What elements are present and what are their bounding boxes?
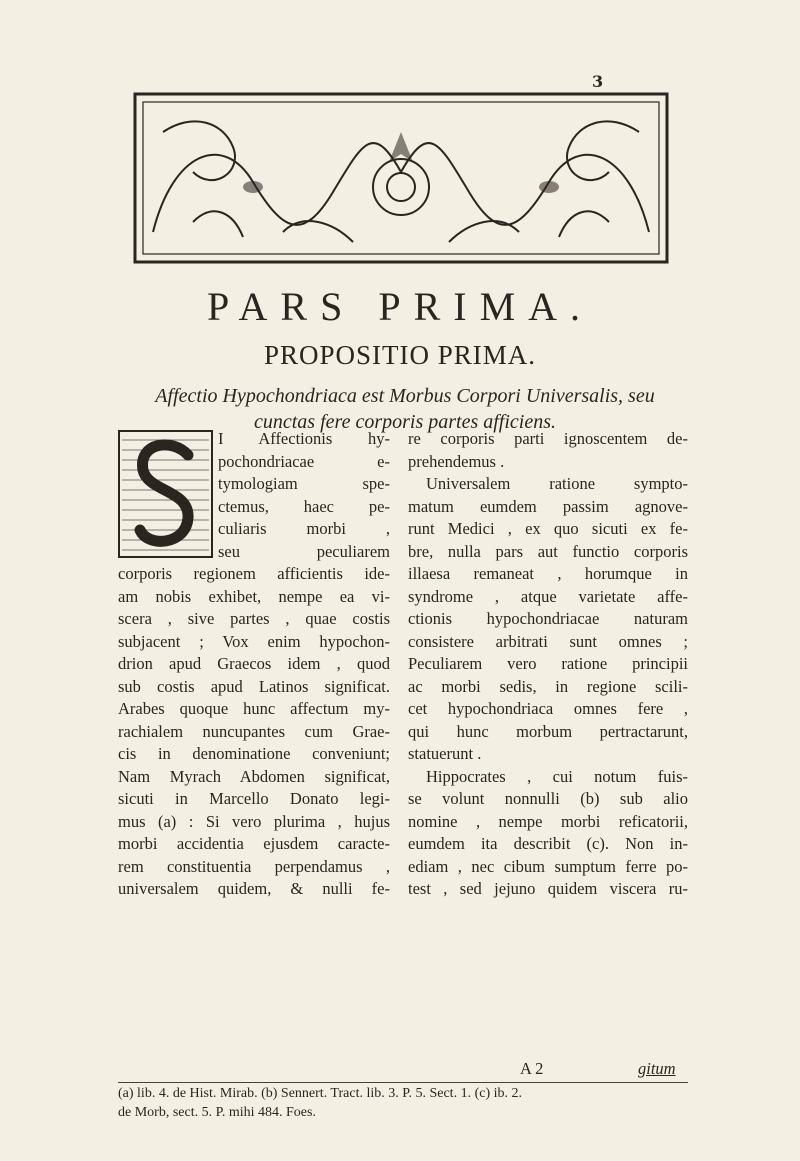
right-column — [408, 428, 688, 901]
text-line: se volunt nonnulli (b) sub alio — [408, 789, 688, 808]
text-line: subjacent ; Vox enim hypochon- — [118, 631, 390, 651]
signature-mark: A 2 — [520, 1059, 544, 1078]
text-line: Peculiarem vero ratione principii — [408, 654, 688, 673]
text-line: test , sed jejuno quidem viscera ru- — [408, 879, 688, 898]
text-line: matum eumdem passim agnove- — [408, 496, 688, 516]
ornamental-headpiece — [133, 92, 669, 264]
text-line: nomine , nempe morbi reficatorii, — [408, 811, 688, 831]
left-column — [118, 428, 390, 901]
text-line: ctionis hypochondriacae naturam — [408, 609, 688, 628]
text-line: syndrome , atque varietate affe- — [408, 586, 688, 606]
text-line: mus (a) : Si vero plurima , hujus — [118, 811, 390, 831]
text-line: pochondriacae e- — [218, 451, 390, 471]
text-line: illaesa remaneat , horumque in — [408, 564, 688, 583]
text-line: ctemus, haec pe- — [218, 496, 390, 516]
text-line: cis in denominatione conveniunt; — [118, 744, 390, 763]
text-line: ac morbi sedis, in regione scili- — [408, 676, 688, 696]
text-line: Hippocrates , cui notum fuis- — [426, 766, 688, 786]
footnote-line: (a) lib. 4. de Hist. Mirab. (b) Sennert. Tract. lib. 3. P. 5. Sect. 1. (c) ib. 2. — [118, 1086, 523, 1101]
text-line: qui hunc morbum pertractarunt, — [408, 721, 688, 741]
text-line: am nobis exhibet, nempe ea vi- — [118, 586, 390, 606]
text-line: sicuti in Marcello Donato legi- — [118, 789, 390, 808]
text-line: statuerunt . — [408, 744, 482, 763]
text-line: scera , sive partes , quae costis — [118, 609, 390, 628]
text-line: corporis regionem afficientis ide- — [118, 564, 390, 583]
proposition-heading: PROPOSITIO PRIMA. — [263, 340, 537, 370]
text-line: I Affectionis hy- — [218, 429, 390, 448]
thesis-line: Affectio Hypochondriaca est Morbus Corpori Universalis, seu — [155, 385, 655, 407]
text-line: sub costis apud Latinos significat. — [118, 676, 390, 696]
text-line: drion apud Graecos idem , quod — [118, 654, 390, 673]
text-line: Nam Myrach Abdomen significat, — [118, 766, 390, 786]
text-line: tymologiam spe- — [218, 474, 390, 493]
footnotes — [118, 1084, 718, 1122]
text-line: Arabes quoque hunc affectum my- — [118, 699, 390, 718]
page-number: 3 — [592, 72, 604, 91]
footnote-rule — [118, 1082, 688, 1083]
text-line: cet hypochondriaca omnes fere , — [408, 699, 688, 718]
text-line: ediam , nec cibum sumptum ferre po- — [408, 856, 688, 876]
text-line: universalem quidem, & nulli fe- — [118, 879, 390, 898]
text-line: consistere arbitrati sunt omnes ; — [408, 631, 688, 651]
thesis-line: cunctas fere corporis partes afficiens. — [254, 411, 556, 433]
text-line: seu peculiarem — [218, 541, 390, 561]
part-heading: PARS PRIMA. — [206, 284, 594, 329]
text-line: rem constituentia perpendamus , — [118, 856, 390, 876]
text-line: rachialem nuncupantes cum Grae- — [118, 721, 390, 741]
footnote-line: de Morb, sect. 5. P. mihi 484. Foes. — [118, 1105, 316, 1120]
text-line: morbi accidentia ejusdem caracte- — [118, 834, 390, 853]
text-line: re corporis parti ignoscentem de- — [408, 429, 688, 448]
text-line: culiaris morbi , — [218, 519, 390, 538]
text-line: prehendemus . — [408, 451, 505, 471]
text-line: Universalem ratione sympto- — [426, 474, 688, 493]
text-line: bre, nulla pars aut functio corporis — [408, 541, 688, 561]
text-line: runt Medici , ex quo sicuti ex fe- — [408, 519, 688, 538]
catchword: gitum — [638, 1059, 676, 1078]
text-line: eumdem ita describit (c). Non in- — [408, 834, 688, 853]
